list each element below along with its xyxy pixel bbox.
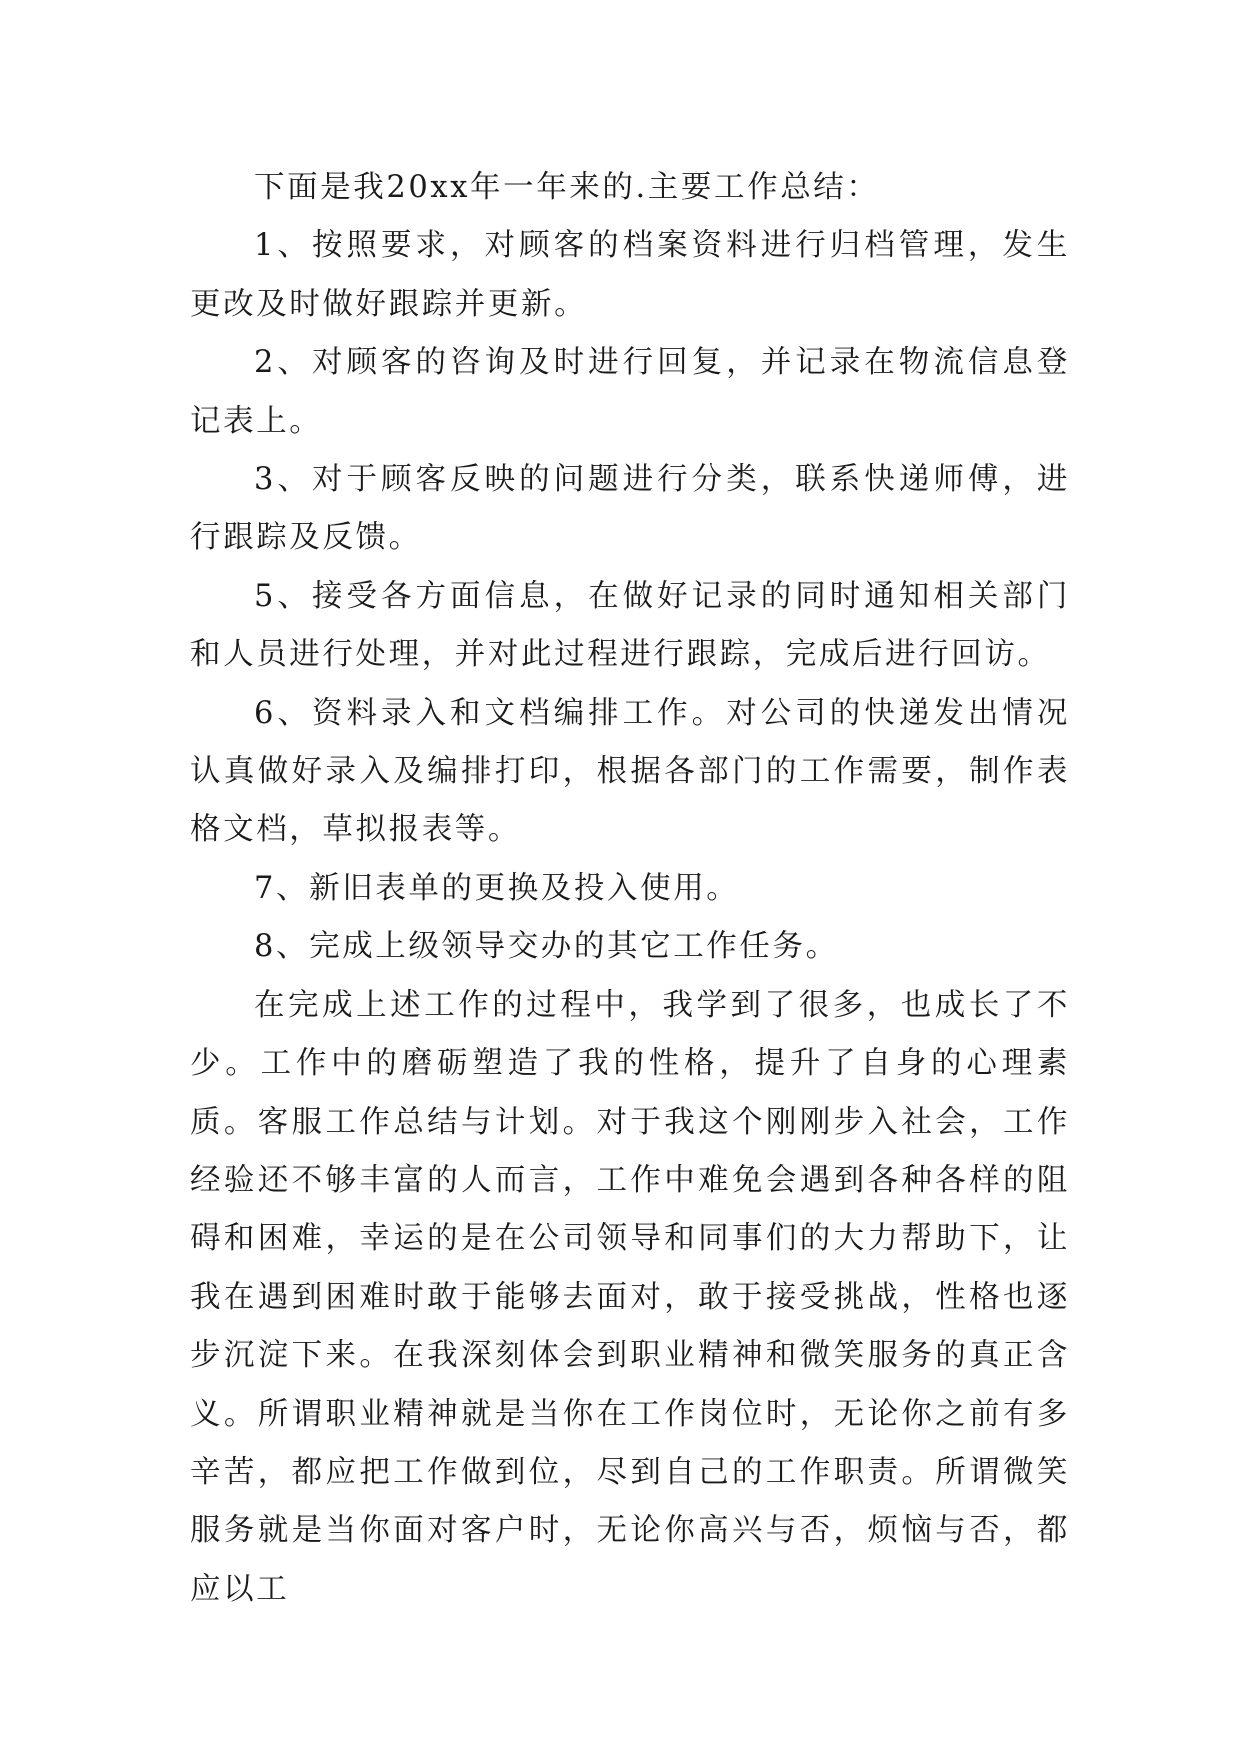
paragraph-item-6: 6、资料录入和文档编排工作。对公司的快递发出情况认真做好录入及编排打印，根据各部门的工作需要，制作表格文档，草拟报表等。 <box>190 695 1070 848</box>
paragraph-item-8: 8、完成上级领导交办的其它工作任务。 <box>254 929 839 965</box>
paragraph-reflection: 在完成上述工作的过程中，我学到了很多，也成长了不少。工作中的磨砺塑造了我的性格，提升了自身的心理素质。客服工作总结与计划。对于我这个刚刚步入社会，工作经验还不够丰富的人而言，工作中难免会遇到各种各样的阻碍和困难，幸运的是在公司领导和同事们的大力帮助下，让我在遇到困难时敢于能够去面对，敢于接受挑战，性格也逐步沉淀下来。在我深刻体会到职业精神和微笑服务的真正含义。所谓职业精神就是当你在工作岗位时，无论你之前有多辛苦，都应把工作做到位，尽到自己的工作职责。所谓微笑服务就是当你面对客户时，无论你高兴与否，烦恼与否，都应以工 <box>190 987 1070 1607</box>
paragraph-intro: 下面是我20xx年一年来的.主要工作总结： <box>254 170 880 205</box>
paragraph-item-2: 2、对顾客的咨询及时进行回复，并记录在物流信息登记表上。 <box>190 345 1070 439</box>
paragraph-item-5: 5、接受各方面信息，在做好记录的同时通知相关部门和人员进行处理，并对此过程进行跟踪，完成后进行回访。 <box>190 578 1070 673</box>
paragraph-item-7: 7、新旧表单的更换及投入使用。 <box>254 870 740 906</box>
document-body <box>190 159 1070 1619</box>
paragraph-item-3: 3、对于顾客反映的问题进行分类，联系快递师傅，进行跟踪及反馈。 <box>190 462 1070 556</box>
paragraph-item-1: 1、按照要求，对顾客的档案资料进行归档管理，发生更改及时做好跟踪并更新。 <box>190 228 1070 322</box>
